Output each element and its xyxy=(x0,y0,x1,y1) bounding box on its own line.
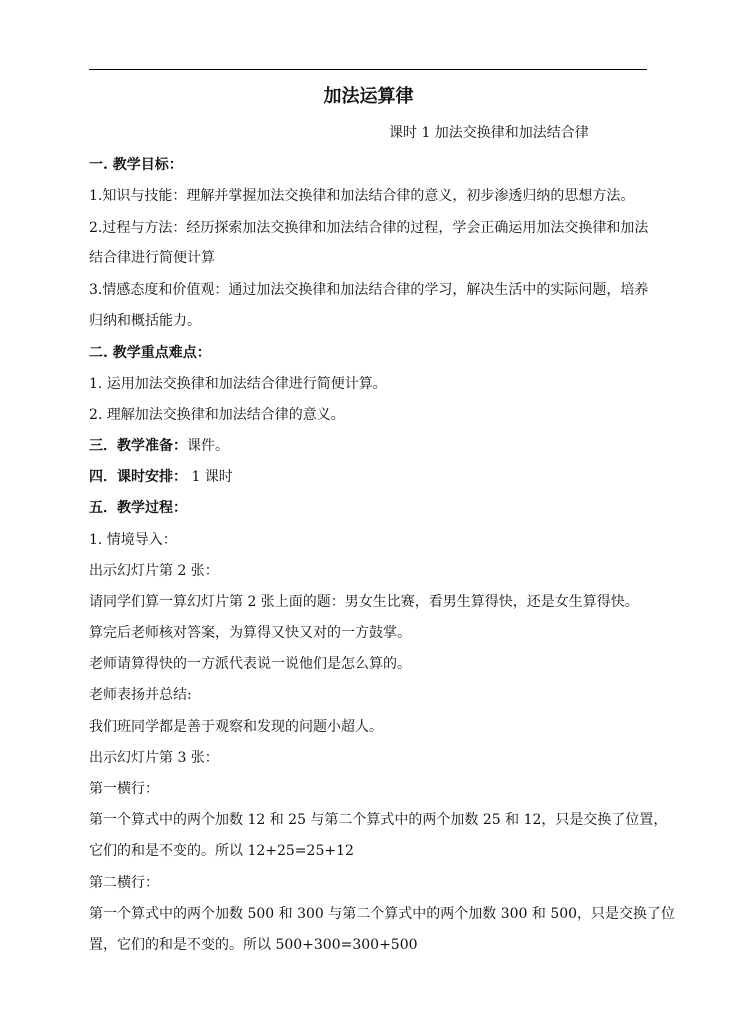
paragraph-line: 第一横行： xyxy=(89,781,159,797)
paragraph-line: 它们的和是不变的。所以 12+25=25+12 xyxy=(89,843,354,859)
paragraph-line: 老师请算得快的一方派代表说一说他们是怎么算的。 xyxy=(89,656,411,672)
document-title: 加法运算律 xyxy=(323,86,414,107)
paragraph-line: 出示幻灯片第 3 张： xyxy=(89,750,219,766)
paragraph-line: 结合律进行简便计算 xyxy=(89,250,215,266)
section-heading-schedule xyxy=(89,468,649,486)
paragraph-line: 算完后老师核对答案，为算得又快又对的一方鼓掌。 xyxy=(89,625,411,641)
header-rule xyxy=(89,69,647,70)
paragraph-line: 老师表扬并总结: xyxy=(89,687,192,703)
paragraph-line: 请同学们算一算幻灯片第 2 张上面的题：男女生比赛，看男生算得快，还是女生算得快。 xyxy=(89,594,639,610)
paragraph-line: 出示幻灯片第 2 张： xyxy=(89,563,219,579)
preparation-label: 三．教学准备： xyxy=(89,438,187,454)
section-heading-key-points: 二. 教学重点难点： xyxy=(89,345,211,361)
paragraph-line: 置，它们的和是不变的。所以 500+300=300+500 xyxy=(89,937,418,953)
paragraph-line: 1. 情境导入： xyxy=(89,532,177,548)
lesson-subtitle: 课时 1 加法交换律和加法结合律 xyxy=(389,125,589,141)
paragraph-line: 2.过程与方法：经历探索加法交换律和加法结合律的过程，学会正确运用加法交换律和加法 xyxy=(89,220,649,236)
paragraph-line: 第一个算式中的两个加数 12 和 25 与第二个算式中的两个加数 25 和 12，只是交换了位置， xyxy=(89,812,668,828)
paragraph-line: 第一个算式中的两个加数 500 和 300 与第二个算式中的两个加数 300 和 500，只是交换了位 xyxy=(89,906,676,922)
paragraph-line: 归纳和概括能力。 xyxy=(89,313,201,329)
schedule-label: 四．课时安排： xyxy=(89,469,187,485)
schedule-value: 1 课时 xyxy=(187,469,233,485)
section-heading-process: 五．教学过程： xyxy=(89,500,187,516)
section-heading-preparation xyxy=(89,437,649,455)
paragraph-line: 我们班同学都是善于观察和发现的问题小超人。 xyxy=(89,719,383,735)
paragraph-line: 1. 运用加法交换律和加法结合律进行简便计算。 xyxy=(89,376,387,392)
paragraph-line: 1.知识与技能：理解并掌握加法交换律和加法结合律的意义，初步渗透归纳的思想方法。 xyxy=(89,188,635,204)
paragraph-line: 第二横行： xyxy=(89,875,159,891)
preparation-value: 课件。 xyxy=(187,438,229,454)
paragraph-line: 2. 理解加法交换律和加法结合律的意义。 xyxy=(89,407,345,423)
paragraph-line: 3.情感态度和价值观：通过加法交换律和加法结合律的学习，解决生活中的实际问题，培养 xyxy=(89,282,649,298)
section-heading-objectives: 一. 教学目标： xyxy=(89,157,183,173)
